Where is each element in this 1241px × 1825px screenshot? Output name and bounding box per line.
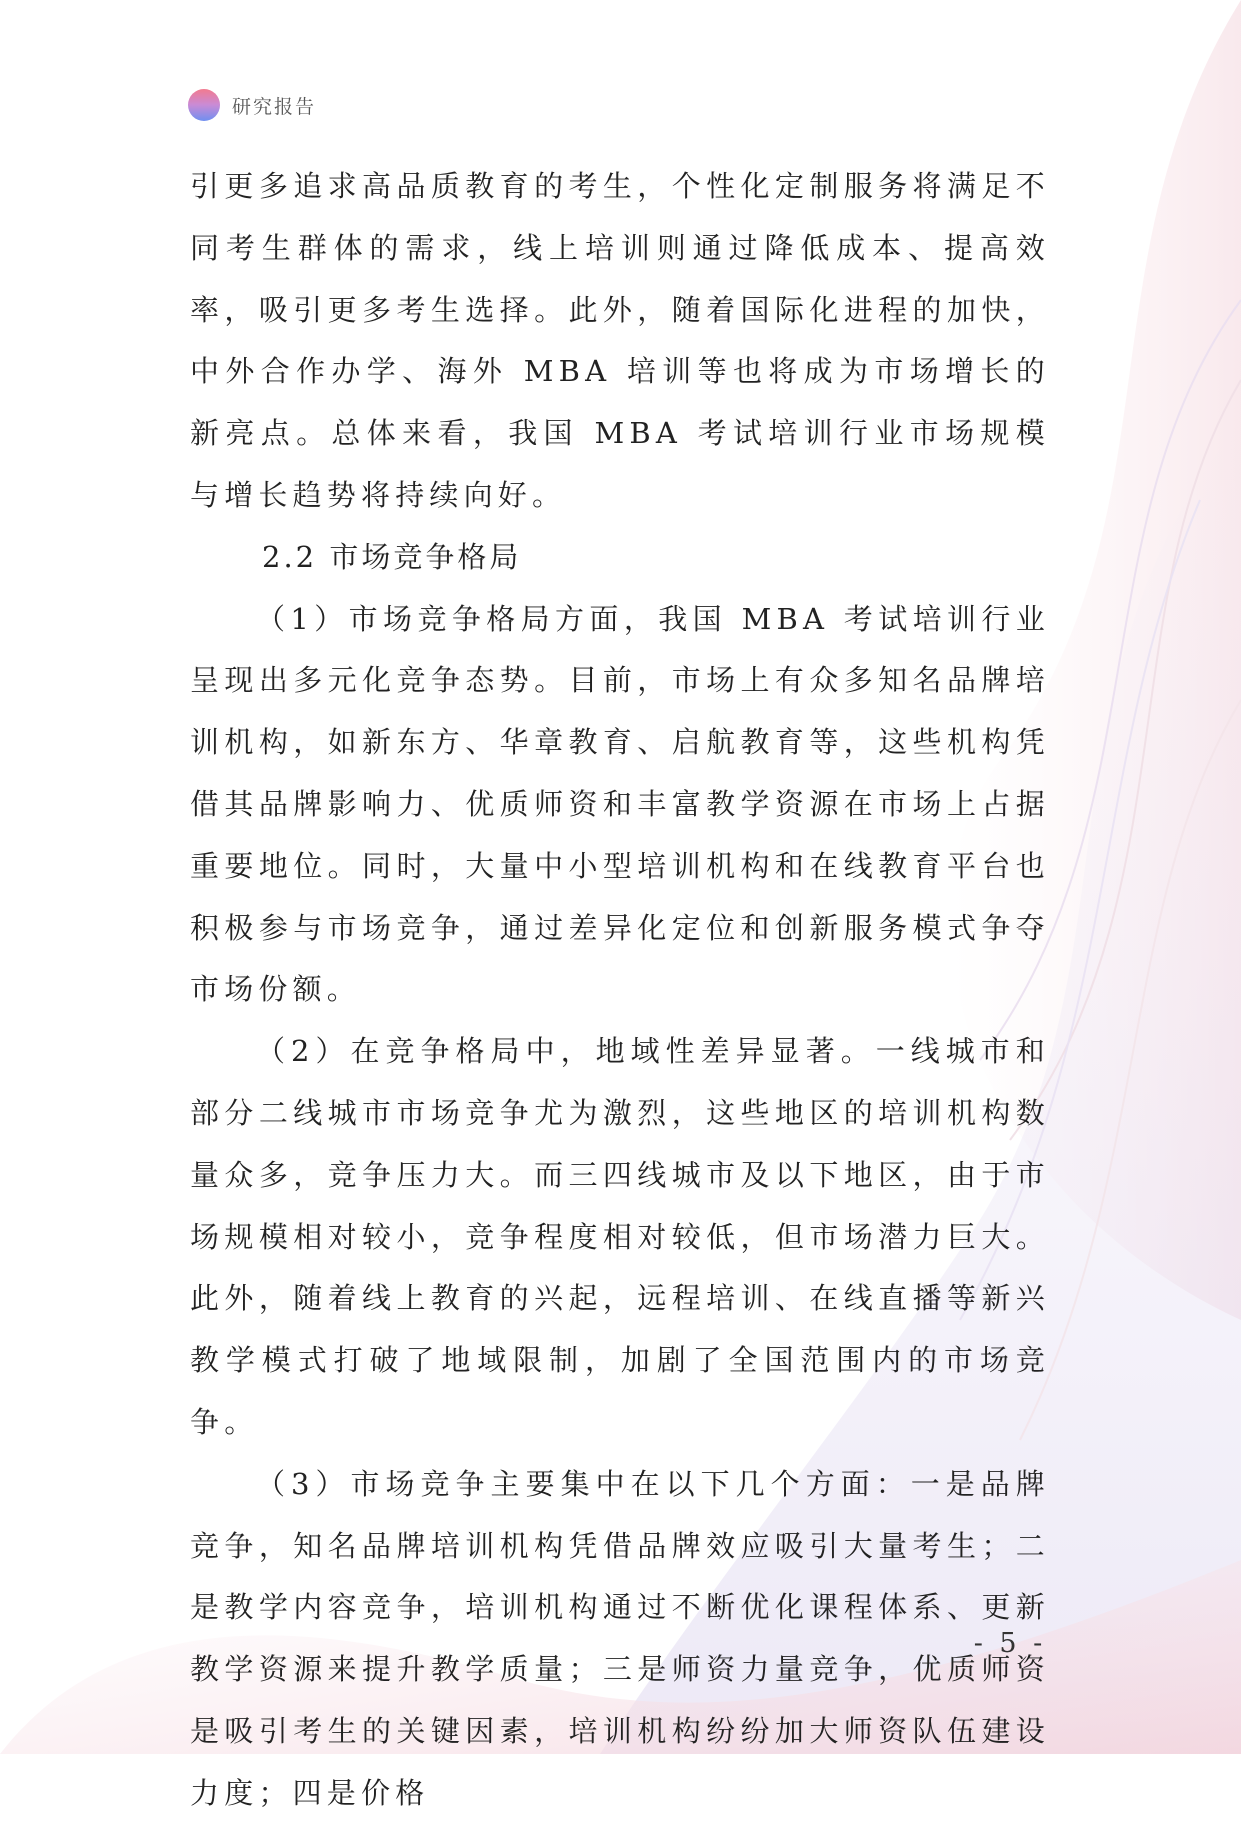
- report-header: [188, 88, 316, 122]
- paragraph-2: （2）在竞争格局中，地域性差异显著。一线城市和部分二线城市市场竞争尤为激烈，这些地区的培训机构数量众多，竞争压力大。而三四线城市及以下地区，由于市场规模相对较小，竞争程度相对较低，但市场潜力巨大。此外，随着线上教育的兴起，远程培训、在线直播等新兴教学模式打破了地域限制，加剧了全国范围内的市场竞争。: [190, 1034, 1050, 1439]
- header-title: 研究报告: [232, 95, 317, 118]
- report-logo-icon: [188, 89, 220, 121]
- page-number: - 5 -: [973, 1628, 1047, 1659]
- section-heading: 2.2 市场竞争格局: [262, 539, 522, 574]
- page-body: [190, 156, 1050, 1825]
- paragraph-3: （3）市场竞争主要集中在以下几个方面：一是品牌竞争，知名品牌培训机构凭借品牌效应吸引大量考生；二是教学内容竞争，培训机构通过不断优化课程体系、更新教学资源来提升教学质量；三是师资力量竞争，优质师资是吸引考生的关键因素，培训机构纷纷加大师资队伍建设力度；四是价格: [190, 1466, 1050, 1810]
- paragraph-1: （1）市场竞争格局方面，我国 MBA 考试培训行业呈现出多元化竞争态势。目前，市场上有众多知名品牌培训机构，如新东方、华章教育、启航教育等，这些机构凭借其品牌影响力、优质师资和丰富教学资源在市场上占据重要地位。同时，大量中小型培训机构和在线教育平台也积极参与市场竞争，通过差异化定位和创新服务模式争夺市场份额。: [190, 601, 1050, 1007]
- paragraph-continuation: 引更多追求高品质教育的考生，个性化定制服务将满足不同考生群体的需求，线上培训则通过降低成本、提高效率，吸引更多考生选择。此外，随着国际化进程的加快，中外合作办学、海外 MBA 培训等也将成为市场增长的新亮点。总体来看，我国 MBA 考试培训行业市场规模与增长趋势将持续向好。: [190, 169, 1050, 512]
